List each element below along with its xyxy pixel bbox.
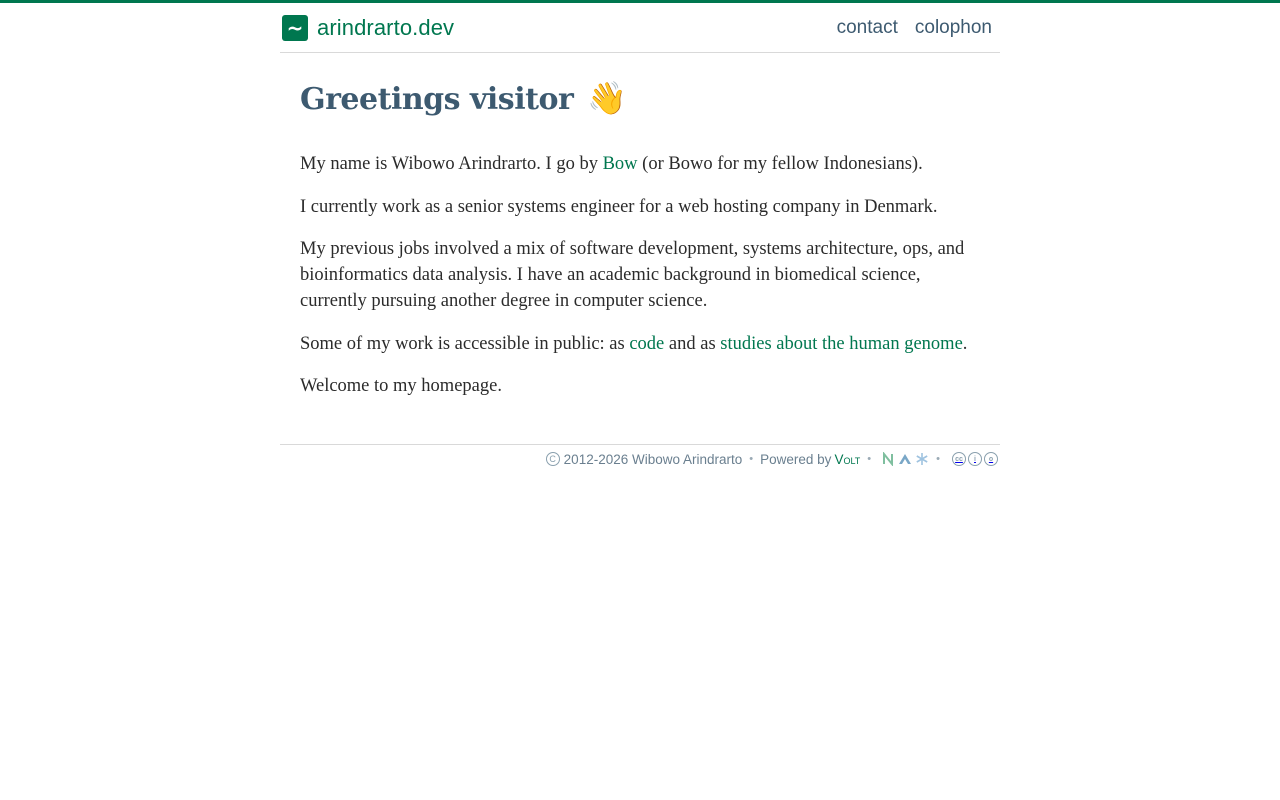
main-content (280, 53, 1000, 444)
cc-icon: cc (952, 452, 966, 466)
brand-text: arindrarto.dev (317, 14, 455, 40)
site-header (280, 3, 1000, 53)
main-nav (820, 17, 992, 39)
nix-snowflake-icon[interactable] (915, 452, 929, 466)
intro-paragraph (300, 151, 980, 177)
welcome-paragraph: Welcome to my homepage. (300, 376, 502, 396)
current-job-paragraph: I currently work as a senior systems engineer for a web hosting company in Denmark. (300, 196, 938, 217)
nginx-icon-svg (881, 452, 895, 466)
footer-separator: • (867, 453, 872, 465)
cc-by-icon: i (968, 452, 982, 466)
public-work-paragraph (300, 331, 980, 357)
public-work-text-after: . (962, 333, 968, 354)
copyright-icon: C (546, 452, 560, 466)
nginx-icon[interactable] (881, 452, 895, 466)
previous-jobs-paragraph: My previous jobs involved a mix of software development, systems architecture, ops, and bioinformatics data analysis. I have an academic background in biomedical science, currently pursuing another degree in computer science. (300, 239, 965, 311)
copyright-text: 2012-2026 Wibowo Arindrarto (563, 451, 743, 467)
creative-commons-link[interactable] (950, 452, 998, 466)
page-title (300, 77, 980, 121)
bow-link[interactable]: Bow (602, 154, 638, 174)
nav-link-colophon[interactable]: colophon (914, 16, 992, 38)
brand-link[interactable] (282, 15, 454, 41)
public-work-text-before: Some of my work is accessible in public: as (300, 333, 630, 354)
intro-text-before: My name is Wibowo Arindrarto. I go by (300, 154, 603, 174)
powered-by-text: Powered by (760, 451, 832, 467)
studies-link[interactable]: studies about the human genome (720, 333, 963, 354)
public-work-text-middle: and as (664, 333, 721, 354)
page-container (280, 3, 1000, 467)
nav-link-contact[interactable]: contact (836, 16, 898, 38)
volt-link[interactable]: Volt (834, 451, 861, 467)
nix-snowflake-icon-svg (915, 452, 929, 466)
alpine-icon-svg (898, 452, 912, 466)
footer-separator: • (936, 453, 940, 465)
cc-sa-icon: o (984, 452, 998, 466)
code-link[interactable]: code (629, 333, 665, 354)
alpine-icon[interactable] (898, 452, 912, 466)
waving-hand-icon: 👋 (587, 79, 627, 117)
tilde-logo-icon: ~ (282, 15, 308, 41)
site-footer (280, 444, 1000, 467)
intro-text-after: (or Bowo for my fellow Indonesians). (637, 154, 923, 174)
page-title-text: Greetings visitor (300, 82, 574, 117)
footer-separator: • (749, 453, 754, 465)
